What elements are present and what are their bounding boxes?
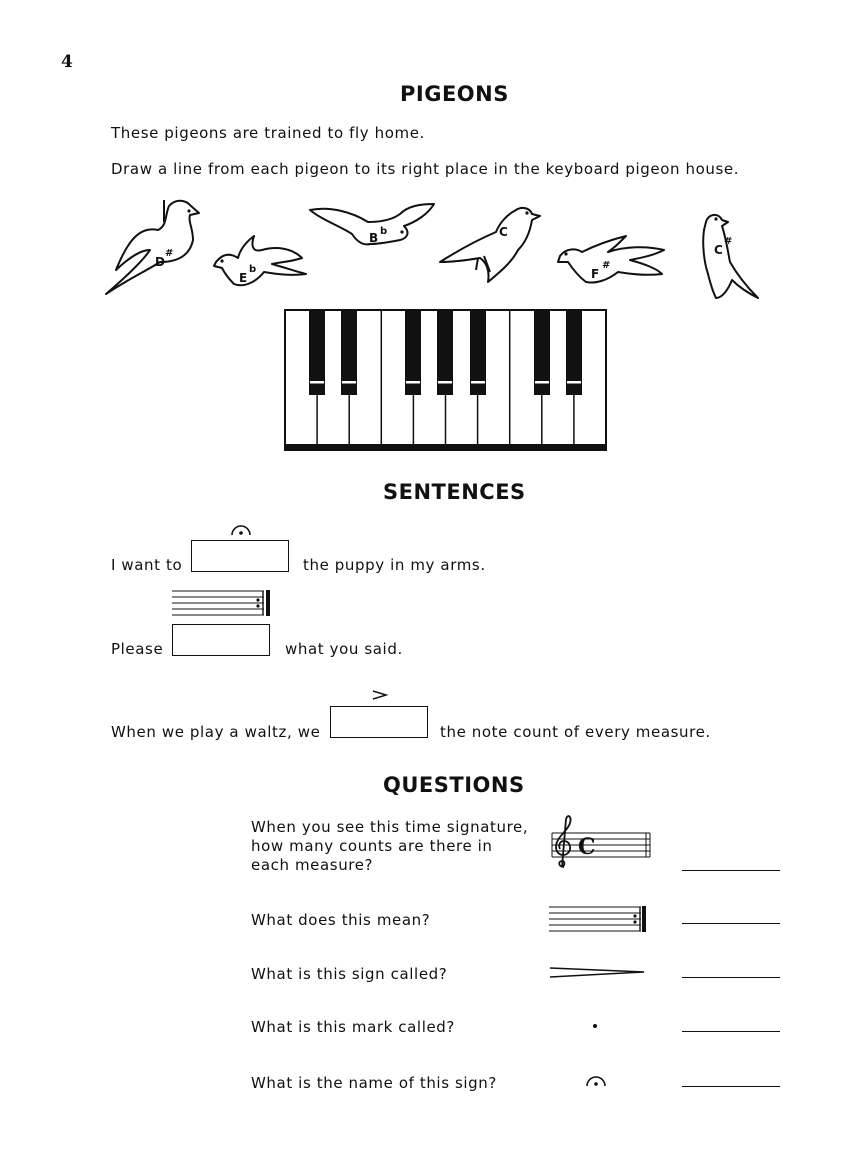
svg-text:#: # [602, 260, 611, 271]
time-signature-glyph: C [578, 834, 596, 860]
repeat-sign-icon [172, 587, 272, 621]
decrescendo-icon [548, 966, 648, 980]
sentence-1-answer-box[interactable] [191, 540, 289, 572]
question-4-text: What is this mark called? [251, 1018, 455, 1036]
repeat-sign-icon [549, 903, 649, 937]
pigeon-d-sharp-label: D [155, 255, 165, 269]
fermata-icon [585, 1074, 607, 1088]
pigeon-f-sharp[interactable] [558, 236, 664, 283]
common-time-staff-icon [550, 815, 652, 871]
pigeon-b-flat[interactable] [310, 204, 434, 245]
fermata-icon [230, 523, 252, 537]
sentence-3-start: When we play a waltz, we [111, 723, 321, 741]
pigeon-c[interactable] [440, 208, 540, 282]
pigeons-heading: PIGEONS [400, 82, 509, 106]
pigeon-d-sharp[interactable] [106, 200, 199, 294]
accent-icon [372, 690, 388, 700]
staccato-dot-icon [591, 1022, 599, 1030]
sentence-1-start: I want to [111, 556, 183, 574]
question-3-answer-line[interactable] [682, 977, 780, 978]
svg-text:b: b [249, 264, 257, 275]
pigeon-c-label: C [499, 225, 508, 239]
keyboard-pigeon-house [284, 309, 609, 454]
question-5-text: What is the name of this sign? [251, 1074, 497, 1092]
pigeons-illustration [0, 0, 864, 310]
question-4-answer-line[interactable] [682, 1031, 780, 1032]
pigeon-c-sharp-label: C [714, 243, 723, 257]
questions-heading: QUESTIONS [383, 773, 525, 797]
svg-text:b: b [380, 226, 388, 237]
pigeon-e-flat[interactable] [214, 236, 306, 285]
pigeon-e-flat-label: E [239, 271, 248, 285]
sentence-3-end: the note count of every measure. [440, 723, 711, 741]
svg-text:#: # [724, 236, 733, 247]
page-number: 4 [61, 52, 73, 72]
pigeon-c-sharp[interactable] [703, 215, 758, 298]
question-1-line-2: how many counts are there in [251, 837, 493, 855]
pigeons-instruction-1: These pigeons are trained to fly home. [111, 124, 425, 142]
question-1-line-3: each measure? [251, 856, 374, 874]
sentence-2-answer-box[interactable] [172, 624, 270, 656]
sentence-2-start: Please [111, 640, 164, 658]
question-1-line-1: When you see this time signature, [251, 818, 529, 836]
question-2-answer-line[interactable] [682, 923, 780, 924]
sentence-1-end: the puppy in my arms. [303, 556, 486, 574]
svg-text:#: # [165, 248, 174, 259]
pigeon-f-sharp-label: F [591, 267, 600, 281]
pigeon-b-flat-label: B [369, 231, 379, 245]
question-5-answer-line[interactable] [682, 1086, 780, 1087]
question-1-answer-line[interactable] [682, 870, 780, 871]
sentences-heading: SENTENCES [383, 480, 526, 504]
pigeons-instruction-2: Draw a line from each pigeon to its right place in the keyboard pigeon house. [111, 160, 740, 178]
sentence-3-answer-box[interactable] [330, 706, 428, 738]
question-3-text: What is this sign called? [251, 965, 448, 983]
question-2-text: What does this mean? [251, 911, 431, 929]
sentence-2-end: what you said. [285, 640, 403, 658]
